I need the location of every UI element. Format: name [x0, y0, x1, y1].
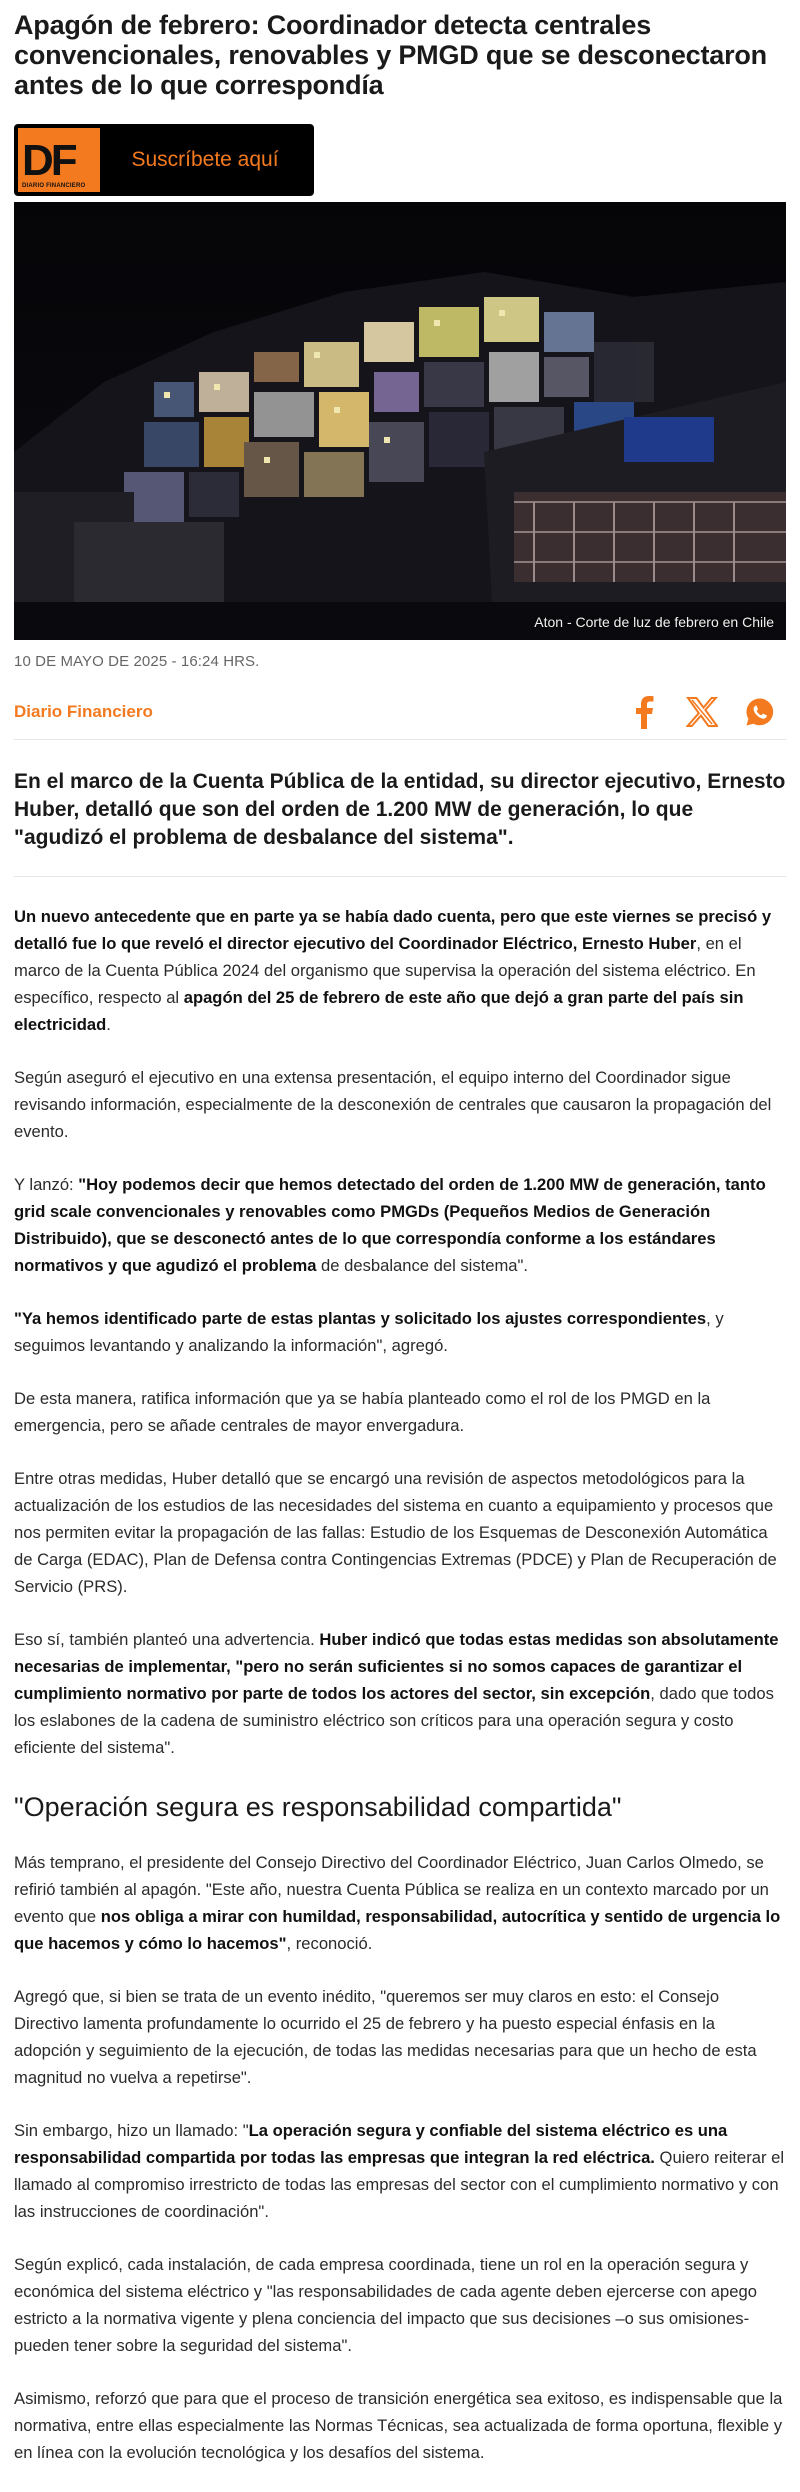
facebook-share-button[interactable]	[626, 694, 662, 730]
subscribe-link[interactable]: Suscríbete aquí	[131, 148, 279, 171]
byline-share-row	[14, 692, 786, 740]
df-logo-letters: DF	[22, 136, 75, 185]
paragraph-5: De esta manera, ratifica información que ya se había planteado como el rol de los PMGD en la emergencia, pero se añade centrales de mayor envergadura.	[14, 1389, 711, 1435]
x-share-button[interactable]	[684, 694, 720, 730]
text: Quiero reiterar el llamado al compromiso irrestricto de todas las empresas del sector con el cumplimiento normativo y con las instrucciones de coordinación".	[14, 2148, 785, 2221]
whatsapp-icon	[745, 697, 775, 727]
paragraph-9: Agregó que, si bien se trata de un evento inédito, "queremos ser muy claros en esto: el Consejo Directivo lamenta profundamente lo ocurrido el 25 de febrero y ha puesto especial énfasis en la adopción y seguimiento de la ejecución, de todas las medidas necesarias para que un hecho de esta magnitud no vuelva a repetirse".	[14, 1987, 757, 2087]
bold-text: apagón del 25 de febrero de este año que dejó a gran parte del país sin electricidad	[14, 988, 744, 1034]
article-headline: Apagón de febrero: Coordinador detecta centrales convencionales, renovables y PMGD que se desconectaron antes de lo que correspondía	[14, 10, 767, 100]
subscribe-banner[interactable]	[14, 124, 314, 196]
paragraph-11: Según explicó, cada instalación, de cada empresa coordinada, tiene un rol en la operación segura y económica del sistema eléctrico y "las responsabilidades de cada agente deben ejercerse con apego estricto a la normativa vigente y plena conciencia del impacto que sus decisiones –o sus omisiones- pueden tener sobre la seguridad del sistema".	[14, 2255, 757, 2355]
paragraph-7	[14, 1626, 786, 1761]
paragraph-2: Según aseguró el ejecutivo en una extensa presentación, el equipo interno del Coordinador sigue revisando información, especialmente de la desconexión de centrales que causaron la propagación del evento.	[14, 1068, 772, 1141]
bold-text: Un nuevo antecedente que en parte ya se había dado cuenta, pero que este viernes se precisó y detalló fue lo que reveló el director ejecutivo del Coordinador Eléctrico, Ernesto Huber	[14, 907, 772, 953]
night-city-hillside-image	[14, 202, 786, 640]
df-logo-subtitle: DIARIO FINANCIERO	[22, 183, 86, 189]
text: .	[106, 1015, 111, 1034]
share-buttons	[626, 694, 786, 730]
section-heading: "Operación segura es responsabilidad compartida"	[14, 1792, 622, 1822]
text: , en el marco de la Cuenta Pública 2024 del organismo que supervisa la operación del sistema eléctrico. En específico, respecto al	[14, 934, 756, 1007]
text: , y seguimos levantando y analizando la información", agregó.	[14, 1309, 724, 1355]
whatsapp-share-button[interactable]	[742, 694, 778, 730]
photo-caption: Aton - Corte de luz de febrero en Chile	[534, 614, 774, 630]
text: Sin embargo, hizo un llamado: "	[14, 2121, 249, 2140]
author-link[interactable]: Diario Financiero	[14, 701, 153, 721]
text: , dado que todos los eslabones de la cadena de suministro eléctrico son críticos para una operación segura y costo eficiente del sistema".	[14, 1684, 774, 1757]
df-logo	[18, 128, 100, 192]
article-lead: En el marco de la Cuenta Pública de la entidad, su director ejecutivo, Ernesto Huber, detalló que son del orden de 1.200 MW de generación, lo que "agudizó el problema de desbalance del sistema".	[14, 768, 786, 877]
publish-date: 10 DE MAYO DE 2025 - 16:24 HRS.	[14, 653, 260, 670]
paragraph-3	[14, 1171, 786, 1279]
text: , reconoció.	[286, 1934, 373, 1953]
text: Eso sí, también planteó una advertencia.	[14, 1630, 320, 1649]
text: Y lanzó:	[14, 1175, 79, 1194]
paragraph-8	[14, 1849, 786, 1957]
paragraph-12: Asimismo, reforzó que para que el proceso de transición energética sea exitoso, es indispensable que la normativa, entre ellas especialmente las Normas Técnicas, sea actualizada de forma oportuna, flexible y en línea con la evolución tecnológica y los desafíos del sistema.	[14, 2389, 783, 2462]
text: Más temprano, el presidente del Consejo Directivo del Coordinador Eléctrico, Juan Carlos Olmedo, se refirió también al apagón. "Este año, nuestra Cuenta Pública se realiza en un contexto marcado por un evento que	[14, 1853, 769, 1926]
paragraph-6: Entre otras medidas, Huber detalló que se encargó una revisión de aspectos metodológicos para la actualización de los estudios de las necesidades del sistema en cuanto a equipamiento y procesos que nos permiten evitar la propagación de las fallas: Estudio de los Esquemas de Desconexión Automática de Carga (EDAC), Plan de Defensa contra Contingencias Extremas (PDCE) y Plan de Recuperación de Servicio (PRS).	[14, 1469, 777, 1596]
text: de desbalance del sistema".	[316, 1256, 529, 1275]
bold-text: Huber indicó que todas estas medidas son absolutamente necesarias de implementar, "pero no serán suficientes si no somos capaces de garantizar el cumplimiento normativo por parte de todos los actores del sector, sin excepción	[14, 1630, 779, 1703]
paragraph-10	[14, 2117, 786, 2225]
facebook-icon	[634, 695, 654, 729]
bold-text: La operación segura y confiable del sistema eléctrico es una responsabilidad compartida por todas las empresas que integran la red eléctrica.	[14, 2121, 728, 2167]
bold-text: nos obliga a mirar con humildad, responsabilidad, autocrítica y sentido de urgencia lo que hacemos y cómo lo hacemos"	[14, 1907, 781, 1953]
x-twitter-icon	[686, 697, 718, 727]
article-body	[14, 903, 786, 2466]
paragraph-1	[14, 903, 786, 1038]
article-photo	[14, 202, 786, 640]
bold-text: "Hoy podemos decir que hemos detectado del orden de 1.200 MW de generación, tanto grid scale convencionales y renovables como PMGDs (Pequeños Medios de Generación Distribuido), que se desconectó antes de lo que correspondía conforme a los estándares normativos y que agudizó el problema	[14, 1175, 766, 1275]
paragraph-4	[14, 1305, 786, 1359]
bold-text: "Ya hemos identificado parte de estas plantas y solicitado los ajustes correspondientes	[14, 1309, 707, 1328]
